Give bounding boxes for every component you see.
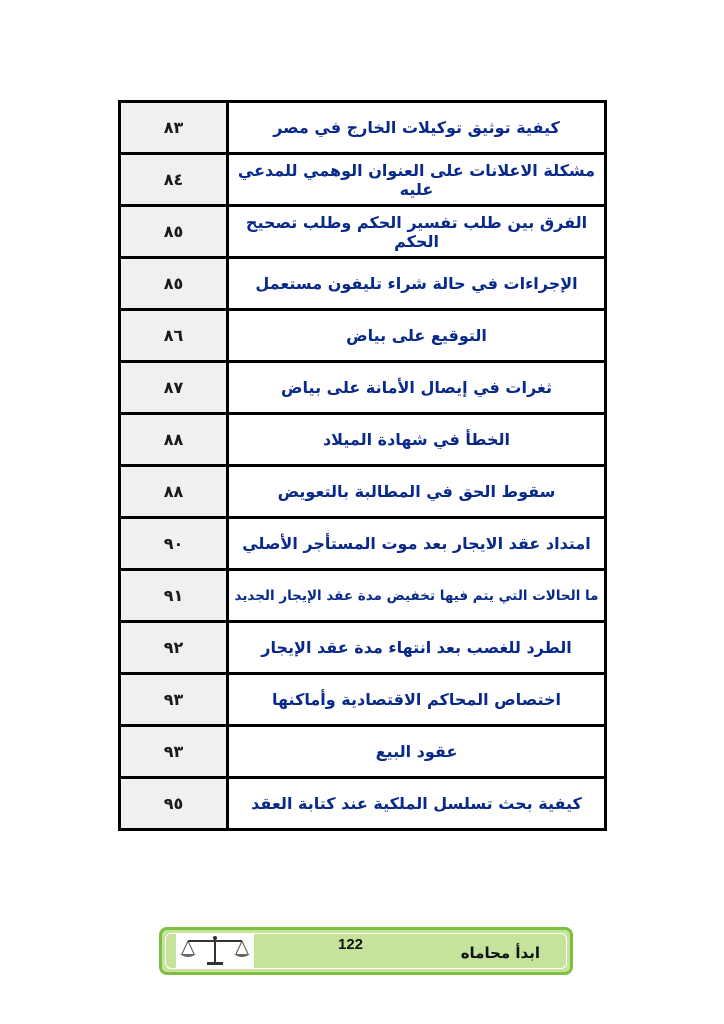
toc-row — [120, 362, 606, 414]
toc-row — [120, 206, 606, 258]
toc-entry-title: التوقيع على بياض — [228, 310, 606, 362]
toc-page-number: ٨٤ — [120, 154, 228, 206]
toc-entry-title: ما الحالات التي يتم فيها تخفيض مدة عقد الإيجار الجديد — [228, 570, 606, 622]
toc-row — [120, 414, 606, 466]
toc-page-number: ٩٥ — [120, 778, 228, 830]
toc-entry-title: سقوط الحق في المطالبة بالتعويض — [228, 466, 606, 518]
toc-entry-title: مشكلة الاعلانات على العنوان الوهمي للمدعي عليه — [228, 154, 606, 206]
toc-entry-title: امتداد عقد الايجار بعد موت المستأجر الأصلي — [228, 518, 606, 570]
toc-page-number: ٩٣ — [120, 726, 228, 778]
toc-page-number: ٨٥ — [120, 258, 228, 310]
toc-page-number: ٨٧ — [120, 362, 228, 414]
toc-entry-title: ثغرات في إيصال الأمانة على بياض — [228, 362, 606, 414]
toc-entry-title: كيفية توثيق توكيلات الخارج في مصر — [228, 102, 606, 154]
toc-row — [120, 258, 606, 310]
page-number: 122 — [338, 936, 364, 953]
toc-page-number: ٩١ — [120, 570, 228, 622]
toc-row — [120, 570, 606, 622]
toc-entry-title: كيفية بحث تسلسل الملكية عند كتابة العقد — [228, 778, 606, 830]
toc-row — [120, 622, 606, 674]
toc-entry-title: اختصاص المحاكم الاقتصادية وأماكنها — [228, 674, 606, 726]
toc-row — [120, 778, 606, 830]
toc-row — [120, 726, 606, 778]
footer-title: ابدأ محاماه — [460, 944, 540, 962]
toc-page-number: ٨٥ — [120, 206, 228, 258]
toc-page-number: ٩٠ — [120, 518, 228, 570]
toc-entry-title: عقود البيع — [228, 726, 606, 778]
toc-page-number: ٨٨ — [120, 414, 228, 466]
toc-page-number: ٨٨ — [120, 466, 228, 518]
toc-entry-title: الإجراءات في حالة شراء تليفون مستعمل — [228, 258, 606, 310]
toc-row — [120, 102, 606, 154]
scales-of-justice-icon — [176, 934, 254, 968]
toc-row — [120, 466, 606, 518]
toc-page-number: ٨٦ — [120, 310, 228, 362]
toc-page-number: ٨٣ — [120, 102, 228, 154]
toc-row — [120, 674, 606, 726]
toc-entry-title: الخطأ في شهادة الميلاد — [228, 414, 606, 466]
toc-row — [120, 154, 606, 206]
toc-entry-title: الفرق بين طلب تفسير الحكم وطلب تصحيح الحكم — [228, 206, 606, 258]
toc-page-number: ٩٣ — [120, 674, 228, 726]
toc-row — [120, 310, 606, 362]
toc-table — [118, 100, 607, 831]
toc-row — [120, 518, 606, 570]
toc-page-number: ٩٢ — [120, 622, 228, 674]
page-footer — [159, 927, 573, 975]
toc-entry-title: الطرد للغصب بعد انتهاء مدة عقد الإيجار — [228, 622, 606, 674]
